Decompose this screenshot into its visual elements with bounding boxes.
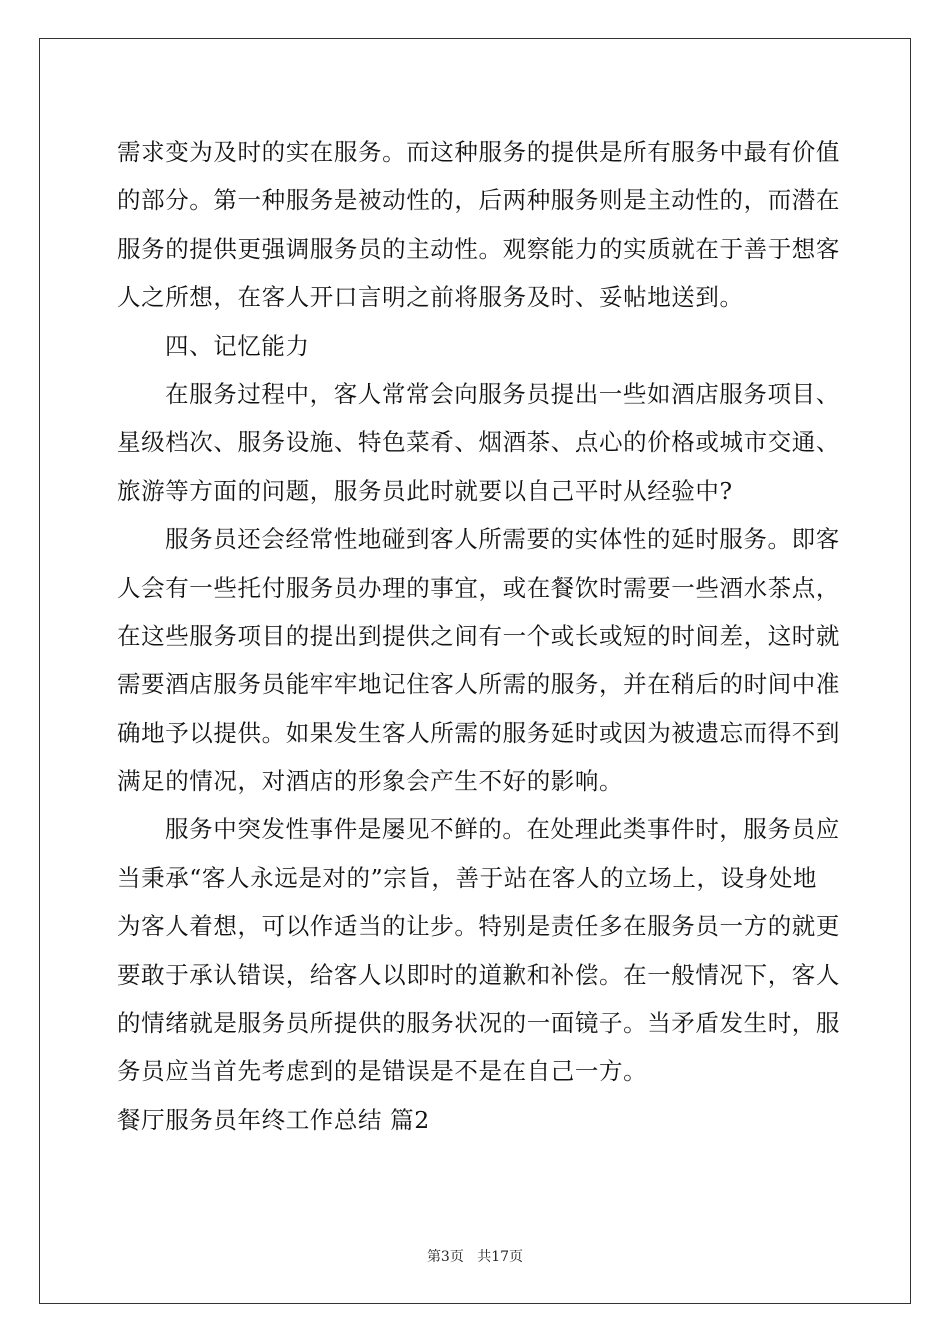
text-line: 人会有一些托付服务员办理的事宜，或在餐饮时需要一些酒水茶点，	[117, 573, 840, 602]
text-line: 需求变为及时的实在服务。而这种服务的提供是所有服务中最有价值	[117, 138, 840, 166]
article-heading: 餐厅服务员年终工作总结 篇2	[117, 1105, 430, 1134]
text-line: 人之所想，在客人开口言明之前将服务及时、妥帖地送到。	[117, 283, 744, 312]
section-heading: 四、记忆能力	[165, 331, 310, 360]
text-line: 服务的提供更强调服务员的主动性。观察能力的实质就在于善于想客	[117, 234, 840, 263]
document-body	[117, 128, 840, 1144]
text-line: 确地予以提供。如果发生客人所需的服务延时或因为被遗忘而得不到	[117, 718, 840, 747]
text-line: 的部分。第一种服务是被动性的，后两种服务则是主动性的，而潜在	[117, 186, 840, 215]
text-line: 星级档次、服务设施、特色菜肴、烟酒茶、点心的价格或城市交通、	[117, 428, 840, 457]
text-line: 为客人着想，可以作适当的让步。特别是责任多在服务员一方的就更	[117, 912, 840, 941]
page-number: 第3页	[426, 1249, 464, 1265]
text-line: 的情绪就是服务员所提供的服务状况的一面镜子。当矛盾发生时，服	[117, 1009, 840, 1038]
text-line: 要敢于承认错误，给客人以即时的道歉和补偿。在一般情况下，客人	[117, 960, 840, 989]
text-line: 服务员还会经常性地碰到客人所需要的实体性的延时服务。即客	[165, 525, 840, 554]
text-line: 需要酒店服务员能牢牢地记住客人所需的服务，并在稍后的时间中准	[117, 670, 840, 699]
text-line: 服务中突发性事件是屡见不鲜的。在处理此类事件时，服务员应	[165, 815, 840, 844]
page-footer	[0, 1248, 950, 1266]
text-line: 在这些服务项目的提出到提供之间有一个或长或短的时间差，这时就	[117, 621, 840, 650]
page-total: 共17页	[477, 1249, 524, 1265]
text-line: 务员应当首先考虑到的是错误是不是在自己一方。	[117, 1057, 648, 1086]
text-line: 旅游等方面的问题，服务员此时就要以自己平时从经验中?	[117, 476, 733, 505]
text-line: 在服务过程中，客人常常会向服务员提出一些如酒店服务项目、	[165, 379, 840, 408]
text-line: 满足的情况，对酒店的形象会产生不好的影响。	[117, 767, 624, 796]
text-line: 当秉承“客人永远是对的”宗旨，善于站在客人的立场上，设身处地	[117, 863, 818, 892]
